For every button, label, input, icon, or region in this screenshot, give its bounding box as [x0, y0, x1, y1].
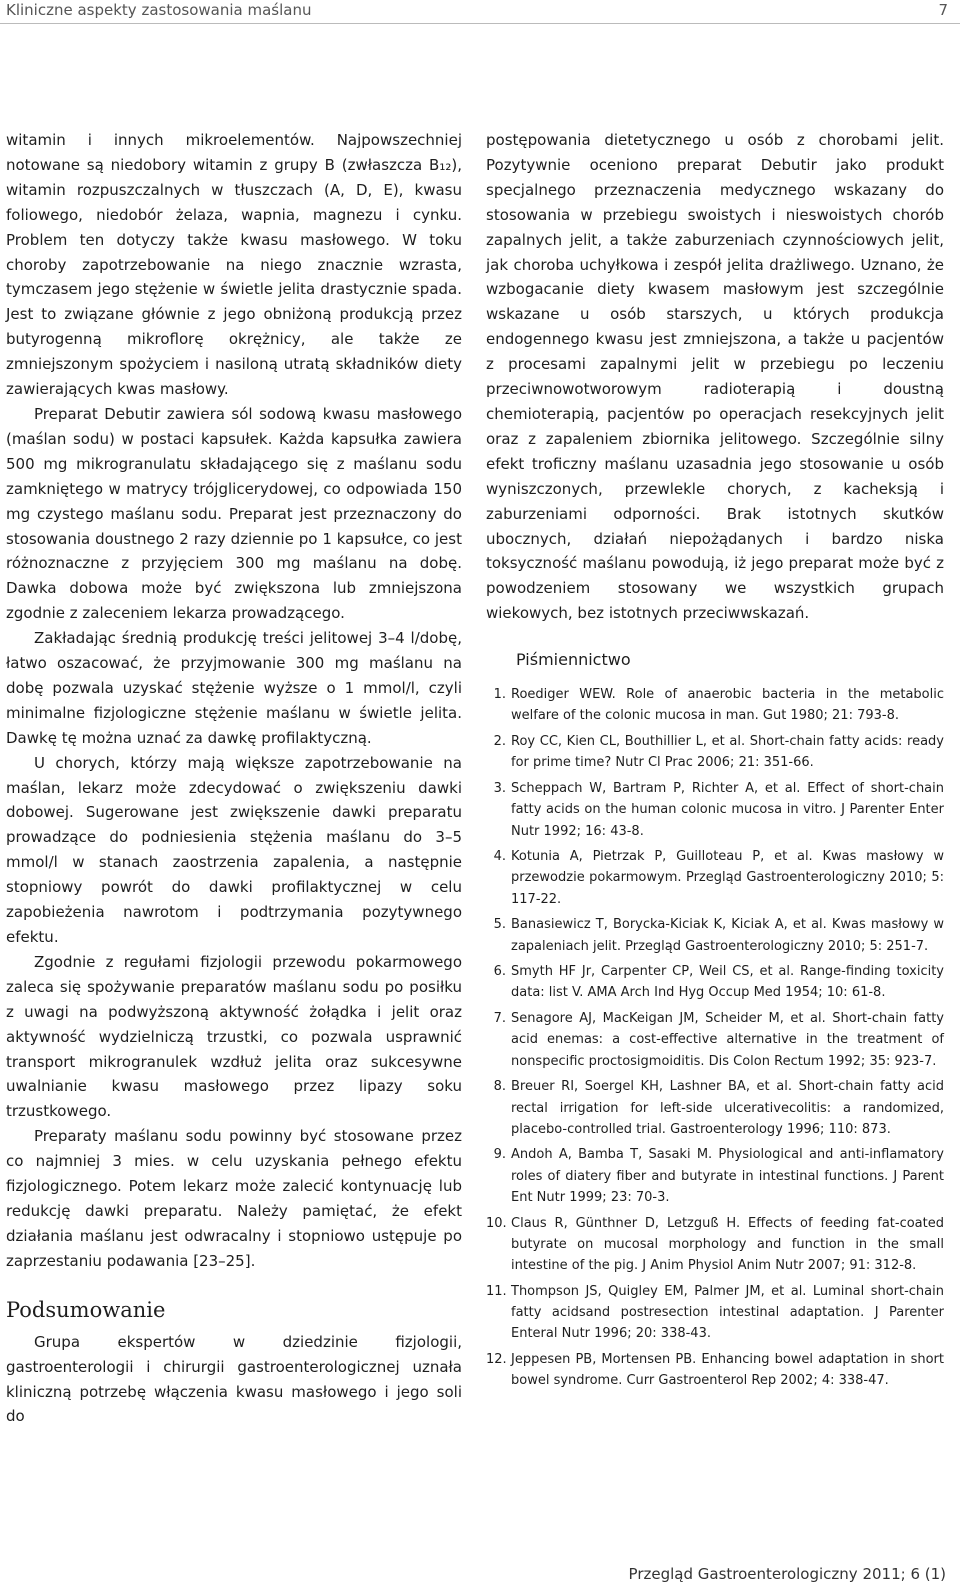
journal-footer: Przegląd Gastroenterologiczny 2011; 6 (1): [628, 1565, 946, 1583]
reference-text: Andoh A, Bamba T, Sasaki M. Physiological and anti-inflamatory roles of diatery fiber and butyrate in intestinal functions. J Parent Ent Nutr 1999; 23: 70-3.: [511, 1147, 944, 1206]
body-paragraph: witamin i innych mikroelementów. Najpowszechniej notowane są niedobory witamin z grupy B (zwłaszcza B₁₂), witamin rozpuszczalnych w tłuszczach (A, D, E), kwasu foliowego, niedobór żelaza, wapnia, magnezu i cynku. Problem ten dotyczy także kwasu masłowego. W toku choroby zapotrzebowanie na niego znacznie wzrasta, tymczasem jego stężenie w świetle jelita drastycznie spada. Jest to związane głównie z jego obniżoną produkcją przez butyrogenną mikroflorę okrężnicy, ale także ze zmniejszonym spożyciem i nasiloną utratą składników diety zawierających kwas masłowy.: [6, 131, 462, 399]
reference-item: [486, 914, 944, 957]
reference-item: [486, 961, 944, 1004]
reference-text: Roediger WEW. Role of anaerobic bacteria in the metabolic welfare of the colonic mucosa in man. Gut 1980; 21: 793-8.: [511, 687, 944, 724]
reference-item: [486, 1144, 944, 1208]
reference-item: [486, 1008, 944, 1072]
reference-number: 12.: [486, 1352, 507, 1367]
body-paragraph: postępowania dietetycznego u osób z chorobami jelit. Pozytywnie oceniono preparat Debutir jako produkt specjalnego przeznaczenia medycznego wskazany do stosowania w przebiegu swoistych i nieswoistych chorób zapalnych jelit, a także zaburzeniach czynnościowych jelit, jak choroba uchyłkowa i zespół jelita drażliwego. Uznano, że wzbogacanie diety kwasem masłowym jest szczególnie wskazane u osób starszych, u których produkcja endogennego kwasu jest zmniejszona, a także u pacjentów z procesami zapalnymi jelit w przebiegu po leczeniu przeciwnowotworowym radioterapią i doustną chemioterapią, pacjentów po operacjach resekcyjnych jelit oraz z zapaleniem zbiornika jelitowego. Szczególnie silny efekt troficzny maślanu uzasadnia jego stosowanie u osób wyniszczonych, przewlekle chorych, z kacheksją i zaburzeniami odporności. Brak istotnych skutków ubocznych, działań niepożądanych i bardzo niska toksyczność maślanu powodują, iż jego preparat może być z powodzeniem stosowany we wszystkich grupach wiekowych, bez istotnych przeciwwskazań.: [486, 131, 944, 623]
reference-number: 8.: [493, 1079, 506, 1095]
references-heading: Piśmiennictwo: [516, 650, 631, 670]
reference-number: 7.: [493, 1011, 506, 1027]
reference-text: Senagore AJ, MacKeigan JM, Scheider M, et al. Short-chain fatty acid enemas: a cost-effective alternative in the treatment of nonspecific proctosigmoiditis. Dis Colon Rectum 1992; 35: 923-7.: [511, 1011, 944, 1069]
header-divider: [0, 23, 960, 24]
summary-heading: Podsumowanie: [6, 1297, 166, 1322]
reference-number: 1.: [493, 687, 506, 703]
reference-number: 3.: [493, 780, 506, 796]
reference-number: 6.: [493, 964, 506, 980]
reference-number: 10.: [486, 1215, 507, 1231]
body-paragraph: Preparat Debutir zawiera sól sodową kwasu masłowego (maślan sodu) w postaci kapsułek. Każda kapsułka zawiera 500 mg mikrogranulatu składającego się z maślanu sodu zamkniętego w matrycy trójglicerydowej, co odpowiada 150 mg czystego maślanu sodu. Preparat jest przeznaczony do stosowania doustnego 2 razy dziennie po 1 kapsułce, co jest różnoznaczne z przyjęciem 300 mg maślanu na dobę. Dawka dobowa może być zwiększona lub zmniejszona zgodnie z zaleceniem lekarza prowadzącego.: [6, 404, 462, 623]
body-paragraph: Zakładając średnią produkcję treści jelitowej 3–4 l/dobę, łatwo oszacować, że przyjmowanie 300 mg maślanu na dobę pozwala uzyskać stężenie wyższe o 1 mmol/l, czyli minimalne fizjologiczne stężenie maślanu w świetle jelita. Dawkę tę można uznać za dawkę profilaktyczną.: [6, 629, 462, 747]
reference-number: 9.: [493, 1147, 506, 1163]
reference-text: Claus R, Günthner D, Letzguß H. Effects of feeding fat-coated butyrate on mucosal morphology and function in the small intestine of the pig. J Anim Physiol Anim Nutr 2007; 91: 312-8.: [511, 1215, 944, 1274]
page-number: 7: [938, 1, 948, 19]
reference-item: [486, 778, 944, 842]
body-paragraph: Zgodnie z regułami fizjologii przewodu pokarmowego zaleca się spożywanie preparatów maślanu sodu po posiłku z uwagi na podwyższoną aktywność żołądka i jelit oraz aktywność wydzielniczą trzustki, co pozwala usprawnić transport mikrogranulek wzdłuż jelita oraz sukcesywne uwalnianie kwasu masłowego przez lipazy soku trzustkowego.: [6, 952, 462, 1121]
reference-item: [486, 846, 944, 910]
reference-item: [486, 1281, 944, 1345]
body-paragraph: U chorych, którzy mają większe zapotrzebowanie na maślan, lekarz może zdecydować o zwiększeniu dawki dobowej. Sugerowane jest zwiększenie dawki preparatu prowadzące do podniesienia stężenia maślanu do 3–5 mmol/l w stanach zaostrzenia zapalenia, a następnie stopniowy powrót do dawki profilaktycznej w celu zapobieżenia nawrotom i podtrzymania pozytywnego efektu.: [6, 753, 462, 946]
reference-number: 5.: [493, 917, 506, 933]
reference-text: Scheppach W, Bartram P, Richter A, et al. Effect of short-chain fatty acids on the human colonic mucosa in vitro. J Parenter Enter Nutr 1992; 16: 43-8.: [511, 780, 944, 839]
reference-text: Banasiewicz T, Borycka-Kiciak K, Kiciak A, et al. Kwas masłowy w zapaleniach jelit. Przegląd Gastroenterologiczny 2010; 5: 251-7.: [511, 917, 944, 954]
reference-text: Kotunia A, Pietrzak P, Guilloteau P, et al. Kwas masłowy w przewodzie pokarmowym. Przegląd Gastroenterologiczny 2010; 5: 117-22.: [511, 849, 944, 907]
running-header-title: Kliniczne aspekty zastosowania maślanu: [6, 1, 312, 19]
reference-item: [486, 684, 944, 727]
reference-text: Thompson JS, Quigley EM, Palmer JM, et al. Luminal short-chain fatty acidsand postresection intestinal adaptation. J Parenter Enteral Nutr 1996; 20: 338-43.: [511, 1283, 944, 1342]
summary-paragraph: Grupa ekspertów w dziedzinie fizjologii, gastroenterologii i chirurgii gastroenterologicznej uznała kliniczną potrzebę włączenia kwasu masłowego i jego soli do: [6, 1332, 462, 1426]
left-column: [6, 128, 462, 1429]
reference-text: Roy CC, Kien CL, Bouthillier L, et al. Short-chain fatty acids: ready for prime time? Nutr Cl Prac 2006; 21: 351-66.: [511, 734, 944, 771]
right-column: [486, 128, 944, 1396]
body-paragraph: Preparaty maślanu sodu powinny być stosowane przez co najmniej 3 mies. w celu uzyskania pełnego efektu fizjologicznego. Potem lekarz może zalecić kontynuację lub redukcję dawki preparatu. Należy pamiętać, że efekt działania maślanu jest odwracalny i stopniowo ustępuje po zaprzestaniu podawania [23–25].: [6, 1127, 462, 1270]
reference-number: 4.: [493, 849, 506, 865]
references-list: [486, 684, 944, 1391]
reference-number: 11.: [486, 1283, 507, 1299]
reference-text: Smyth HF Jr, Carpenter CP, Weil CS, et al. Range-finding toxicity data: list V. AMA Arch Ind Hyg Occup Med 1954; 10: 61-8.: [511, 964, 944, 1001]
reference-item: [486, 1213, 944, 1277]
reference-item: [486, 731, 944, 774]
reference-text: Breuer RI, Soergel KH, Lashner BA, et al. Short-chain fatty acid rectal irrigation for left-side ulcerativecolitis: a randomized, placebo-controlled trial. Gastroenterology 1996; 110: 873.: [511, 1079, 944, 1137]
reference-text: Jeppesen PB, Mortensen PB. Enhancing bowel adaptation in short bowel syndrome. Curr Gastroenterol Rep 2002; 4: 338-47.: [511, 1352, 944, 1389]
reference-item: [486, 1349, 944, 1392]
reference-number: 2.: [493, 734, 506, 750]
reference-item: [486, 1076, 944, 1140]
